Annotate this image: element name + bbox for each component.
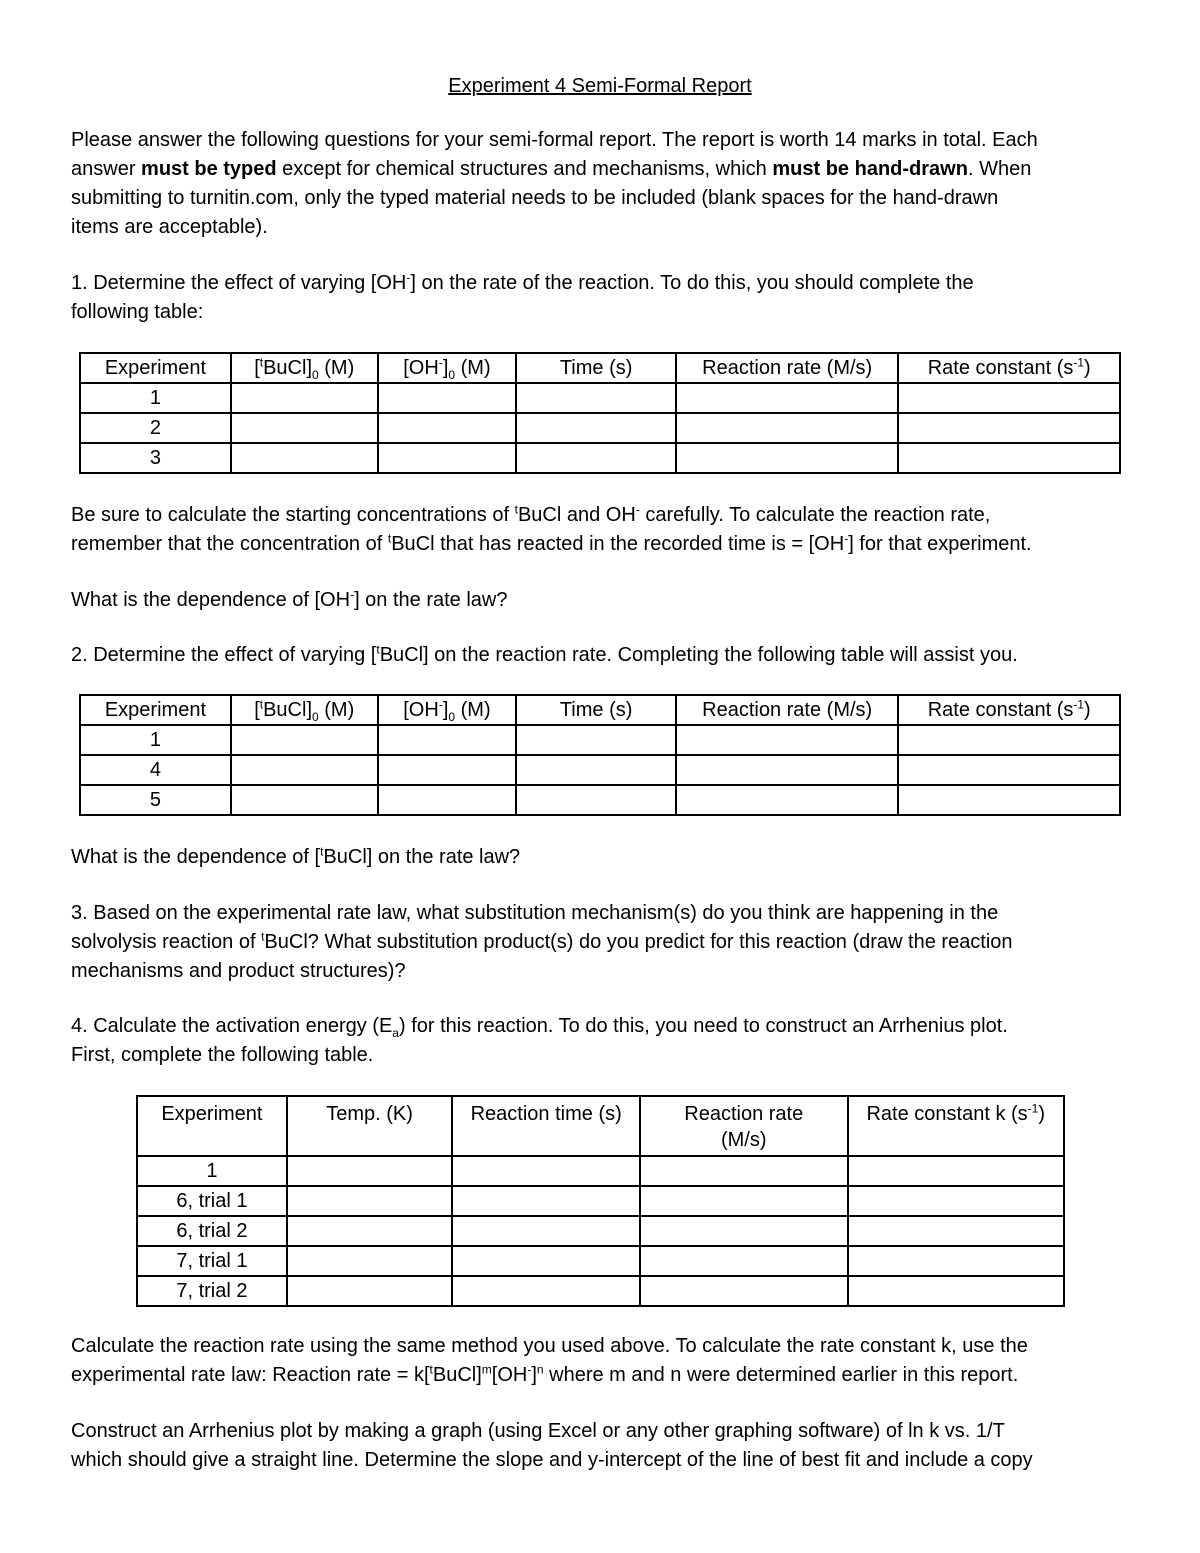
header-oh-conc: $[OH^-]_0$ (M)	[378, 695, 517, 725]
row-experiment-number: 1	[80, 725, 231, 755]
table-row	[80, 413, 1120, 443]
table-row	[80, 383, 1120, 413]
blank-cell[interactable]	[848, 1216, 1065, 1246]
blank-cell[interactable]	[640, 1186, 848, 1216]
question-1-line-2: following table:	[71, 301, 204, 323]
intro-line-2: answer must be typed except for chemical structures and mechanisms, which must be hand-drawn. When	[71, 158, 1032, 180]
header-tbucl-conc: $[^tBuCl]_0$ (M)	[231, 695, 378, 725]
blank-cell[interactable]	[516, 725, 676, 755]
table-row	[80, 785, 1120, 815]
blank-cell[interactable]	[898, 383, 1120, 413]
blank-cell[interactable]	[378, 725, 517, 755]
blank-cell[interactable]	[516, 443, 676, 473]
row-experiment-number: 2	[80, 413, 231, 443]
row-experiment-label: 7, trial 1	[137, 1246, 287, 1276]
table-oh-variation	[79, 352, 1121, 474]
table-row	[137, 1156, 1064, 1186]
blank-cell[interactable]	[452, 1216, 640, 1246]
blank-cell[interactable]	[287, 1276, 453, 1306]
table-row	[137, 1276, 1064, 1306]
table-row	[80, 725, 1120, 755]
row-experiment-number: 3	[80, 443, 231, 473]
header-time: Time (s)	[516, 353, 676, 383]
blank-cell[interactable]	[231, 725, 378, 755]
row-experiment-label: 1	[137, 1156, 287, 1186]
blank-cell[interactable]	[516, 755, 676, 785]
blank-cell[interactable]	[516, 383, 676, 413]
question-3-line-1: 3. Based on the experimental rate law, what substitution mechanism(s) do you think are happening in the	[71, 902, 999, 924]
dependence-tbucl-question: What is the dependence of [$^t$BuCl] on the rate law?	[71, 844, 521, 868]
header-rate-constant: Rate constant $(s^{-1})$	[898, 353, 1120, 383]
table-row	[80, 755, 1120, 785]
header-experiment: Experiment	[80, 695, 231, 725]
header-rate-constant: Rate constant k $(s^{-1})$	[848, 1096, 1065, 1156]
arrhenius-instructions-line-1: Construct an Arrhenius plot by making a graph (using Excel or any other graphing software) of ln k vs. 1/T	[71, 1420, 1005, 1442]
blank-cell[interactable]	[378, 413, 517, 443]
page-title: Experiment 4 Semi-Formal Report	[448, 75, 752, 97]
header-time: Time (s)	[516, 695, 676, 725]
question-3-line-2: solvolysis reaction of $^t$BuCl? What substitution product(s) do you predict for this reaction (draw the reaction	[71, 929, 1013, 953]
header-rate-constant: Rate constant $(s^{-1})$	[898, 695, 1120, 725]
intro-line-4: items are acceptable).	[71, 216, 268, 238]
table-header-row	[137, 1096, 1064, 1156]
header-reaction-rate: Reaction rate (M/s)	[676, 695, 899, 725]
blank-cell[interactable]	[898, 755, 1120, 785]
header-experiment: Experiment	[80, 353, 231, 383]
question-4-line-1: 4. Calculate the activation energy $(E_a)$ for this reaction. To do this, you need to construct an Arrhenius plot.	[71, 1015, 1008, 1040]
blank-cell[interactable]	[898, 785, 1120, 815]
rate-constant-instructions-line-1: Calculate the reaction rate using the same method you used above. To calculate the rate constant k, use the	[71, 1335, 1028, 1357]
instructions-line-1: Be sure to calculate the starting concentrations of $^t$BuCl and OH- carefully. To calculate the reaction rate,	[71, 502, 991, 526]
intro-line-1: Please answer the following questions for your semi-formal report. The report is worth 14 marks in total. Each	[71, 129, 1038, 151]
blank-cell[interactable]	[676, 755, 899, 785]
blank-cell[interactable]	[287, 1216, 453, 1246]
table-header-row	[80, 353, 1120, 383]
blank-cell[interactable]	[640, 1156, 848, 1186]
table-temperature-variation	[136, 1095, 1065, 1307]
table-row	[137, 1216, 1064, 1246]
blank-cell[interactable]	[378, 383, 517, 413]
header-tbucl-conc: $[^tBuCl]_0$ (M)	[231, 353, 378, 383]
blank-cell[interactable]	[452, 1156, 640, 1186]
blank-cell[interactable]	[287, 1186, 453, 1216]
blank-cell[interactable]	[640, 1216, 848, 1246]
row-experiment-label: 6, trial 2	[137, 1216, 287, 1246]
row-experiment-number: 5	[80, 785, 231, 815]
instructions-line-2: remember that the concentration of $^t$BuCl that has reacted in the recorded time is = [OH-] for that experiment.	[71, 531, 1032, 555]
table-tbucl-variation	[79, 694, 1121, 816]
dependence-oh-question: What is the dependence of [OH-] on the rate law?	[71, 587, 508, 611]
header-oh-conc: $[OH^-]_0$ (M)	[378, 353, 517, 383]
blank-cell[interactable]	[676, 383, 899, 413]
blank-cell[interactable]	[378, 785, 517, 815]
blank-cell[interactable]	[378, 443, 517, 473]
blank-cell[interactable]	[378, 755, 517, 785]
question-2: 2. Determine the effect of varying [$^t$BuCl] on the reaction rate. Completing the following table will assist you.	[71, 642, 1018, 666]
arrhenius-instructions-line-2: which should give a straight line. Determine the slope and y-intercept of the line of best fit and include a copy	[71, 1449, 1033, 1471]
question-4-line-2: First, complete the following table.	[71, 1044, 374, 1066]
blank-cell[interactable]	[516, 413, 676, 443]
header-reaction-rate: Reaction rate (M/s)	[640, 1096, 848, 1156]
header-temperature: Temp. (K)	[287, 1096, 453, 1156]
blank-cell[interactable]	[848, 1276, 1065, 1306]
row-experiment-label: 7, trial 2	[137, 1276, 287, 1306]
table-row	[137, 1246, 1064, 1276]
blank-cell[interactable]	[676, 725, 899, 755]
blank-cell[interactable]	[231, 443, 378, 473]
row-experiment-label: 6, trial 1	[137, 1186, 287, 1216]
blank-cell[interactable]	[452, 1186, 640, 1216]
blank-cell[interactable]	[516, 785, 676, 815]
blank-cell[interactable]	[848, 1246, 1065, 1276]
table-row	[80, 443, 1120, 473]
blank-cell[interactable]	[848, 1156, 1065, 1186]
blank-cell[interactable]	[676, 413, 899, 443]
table-header-row	[80, 695, 1120, 725]
blank-cell[interactable]	[287, 1156, 453, 1186]
blank-cell[interactable]	[640, 1246, 848, 1276]
blank-cell[interactable]	[231, 755, 378, 785]
blank-cell[interactable]	[287, 1246, 453, 1276]
blank-cell[interactable]	[898, 725, 1120, 755]
row-experiment-number: 1	[80, 383, 231, 413]
question-1-line-1: 1. Determine the effect of varying [OH-] on the rate of the reaction. To do this, you should complete the	[71, 270, 974, 294]
blank-cell[interactable]	[676, 785, 899, 815]
rate-constant-instructions-line-2: experimental rate law: Reaction rate = $k[^tBuCl]^m[OH^-]^n$ where m and n were determined earlier in this report.	[71, 1362, 1019, 1386]
blank-cell[interactable]	[898, 413, 1120, 443]
intro-line-3: submitting to turnitin.com, only the typed material needs to be included (blank spaces for the hand-drawn	[71, 187, 999, 209]
blank-cell[interactable]	[452, 1276, 640, 1306]
blank-cell[interactable]	[848, 1186, 1065, 1216]
row-experiment-number: 4	[80, 755, 231, 785]
blank-cell[interactable]	[898, 443, 1120, 473]
blank-cell[interactable]	[231, 785, 378, 815]
header-reaction-rate: Reaction rate (M/s)	[676, 353, 899, 383]
question-3-line-3: mechanisms and product structures)?	[71, 960, 406, 982]
blank-cell[interactable]	[231, 413, 378, 443]
blank-cell[interactable]	[640, 1276, 848, 1306]
blank-cell[interactable]	[452, 1246, 640, 1276]
table-row	[137, 1186, 1064, 1216]
blank-cell[interactable]	[676, 443, 899, 473]
header-reaction-time: Reaction time (s)	[452, 1096, 640, 1156]
header-experiment: Experiment	[137, 1096, 287, 1156]
blank-cell[interactable]	[231, 383, 378, 413]
